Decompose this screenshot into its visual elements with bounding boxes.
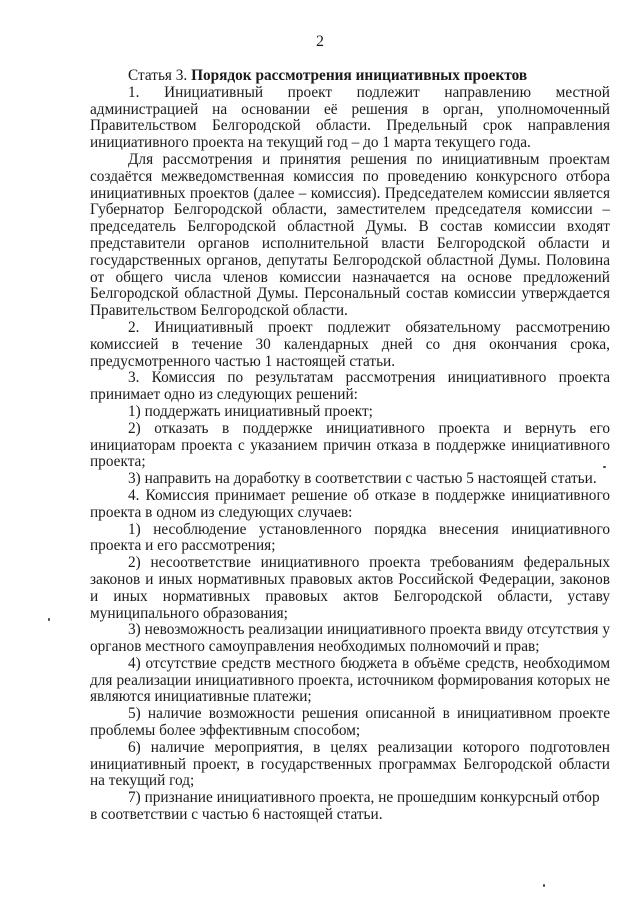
article-title: Порядок рассмотрения инициативных проектов — [191, 67, 528, 84]
paragraph: 3) невозможность реализации инициативного проекта ввиду отсутствия у органов местного самоуправления необходимых полномочий и прав; — [90, 621, 610, 656]
paragraph: Для рассмотрения и принятия решения по инициативным проектам создаётся межведомственная комиссия по проведению конкурсного отбора инициативных проектов (далее – комиссия). Председателем комиссии является Губернатор Белгородской области, заместителем председателя комиссии – председатель Белгородской областной Думы. В состав комиссии входят представители органов исполнительной власти Белгородской области и государственных органов, депутаты Белгородской областной Думы. Половина от общего числа членов комиссии назначается на основе предложений Белгородской областной Думы. Персональный состав комиссии утверждается Правительством Белгородской области. — [90, 150, 610, 320]
page-number: 2 — [316, 33, 324, 50]
paragraph: 2. Инициативный проект подлежит обязательному рассмотрению комиссией в течение 30 календарных дней со дня окончания срока, предусмотренного частью 1 настоящей статьи. — [90, 318, 610, 370]
paragraph: 4. Комиссия принимает решение об отказе в поддержке инициативного проекта в одном из следующих случаев: — [90, 486, 610, 521]
paragraph: 6) наличие мероприятия, в целях реализации которого подготовлен инициативный проект, в государственных программах Белгородской области на текущий год; — [90, 738, 610, 790]
scan-speck — [603, 466, 606, 468]
scan-speck — [48, 618, 50, 621]
paragraph: 1. Инициативный проект подлежит направлению местной администрацией на основании её решения в орган, уполномоченный Правительством Белгородской области. Предельный срок направления инициативного проекта на текущий год – до 1 марта текущего года. — [90, 83, 610, 152]
paragraph: 1) поддержать инициативный проект; — [128, 402, 373, 420]
paragraph: 2) отказать в поддержке инициативного проекта и вернуть его инициаторам проекта с указанием причин отказа в поддержке инициативного проекта; — [90, 419, 610, 471]
article-prefix: Статья 3. — [128, 67, 192, 84]
paragraph: 5) наличие возможности решения описанной в инициативном проекте проблемы более эффективным способом; — [90, 705, 610, 740]
paragraph: 7) признание инициативного проекта, не прошедшим конкурсный отбор в соответствии с частью 6 настоящей статьи. — [90, 789, 600, 824]
paragraph: 4) отсутствие средств местного бюджета в объёме средств, необходимом для реализации инициативного проекта, источником формирования которых не являются инициативные платежи; — [90, 654, 610, 706]
article-heading — [90, 68, 610, 85]
scan-speck — [543, 884, 545, 887]
paragraph: 3) направить на доработку в соответствии с частью 5 настоящей статьи. — [128, 470, 597, 488]
document-body — [90, 68, 610, 824]
paragraph: 1) несоблюдение установленного порядка внесения инициативного проекта и его рассмотрения; — [90, 520, 610, 555]
paragraph: 2) несоответствие инициативного проекта требованиям федеральных законов и иных нормативных правовых актов Российской Федерации, законов и иных нормативных правовых актов Белгородской области, уставу муниципального образования; — [90, 554, 610, 622]
paragraph: 3. Комиссия по результатам рассмотрения инициативного проекта принимает одно из следующих решений: — [90, 369, 610, 404]
